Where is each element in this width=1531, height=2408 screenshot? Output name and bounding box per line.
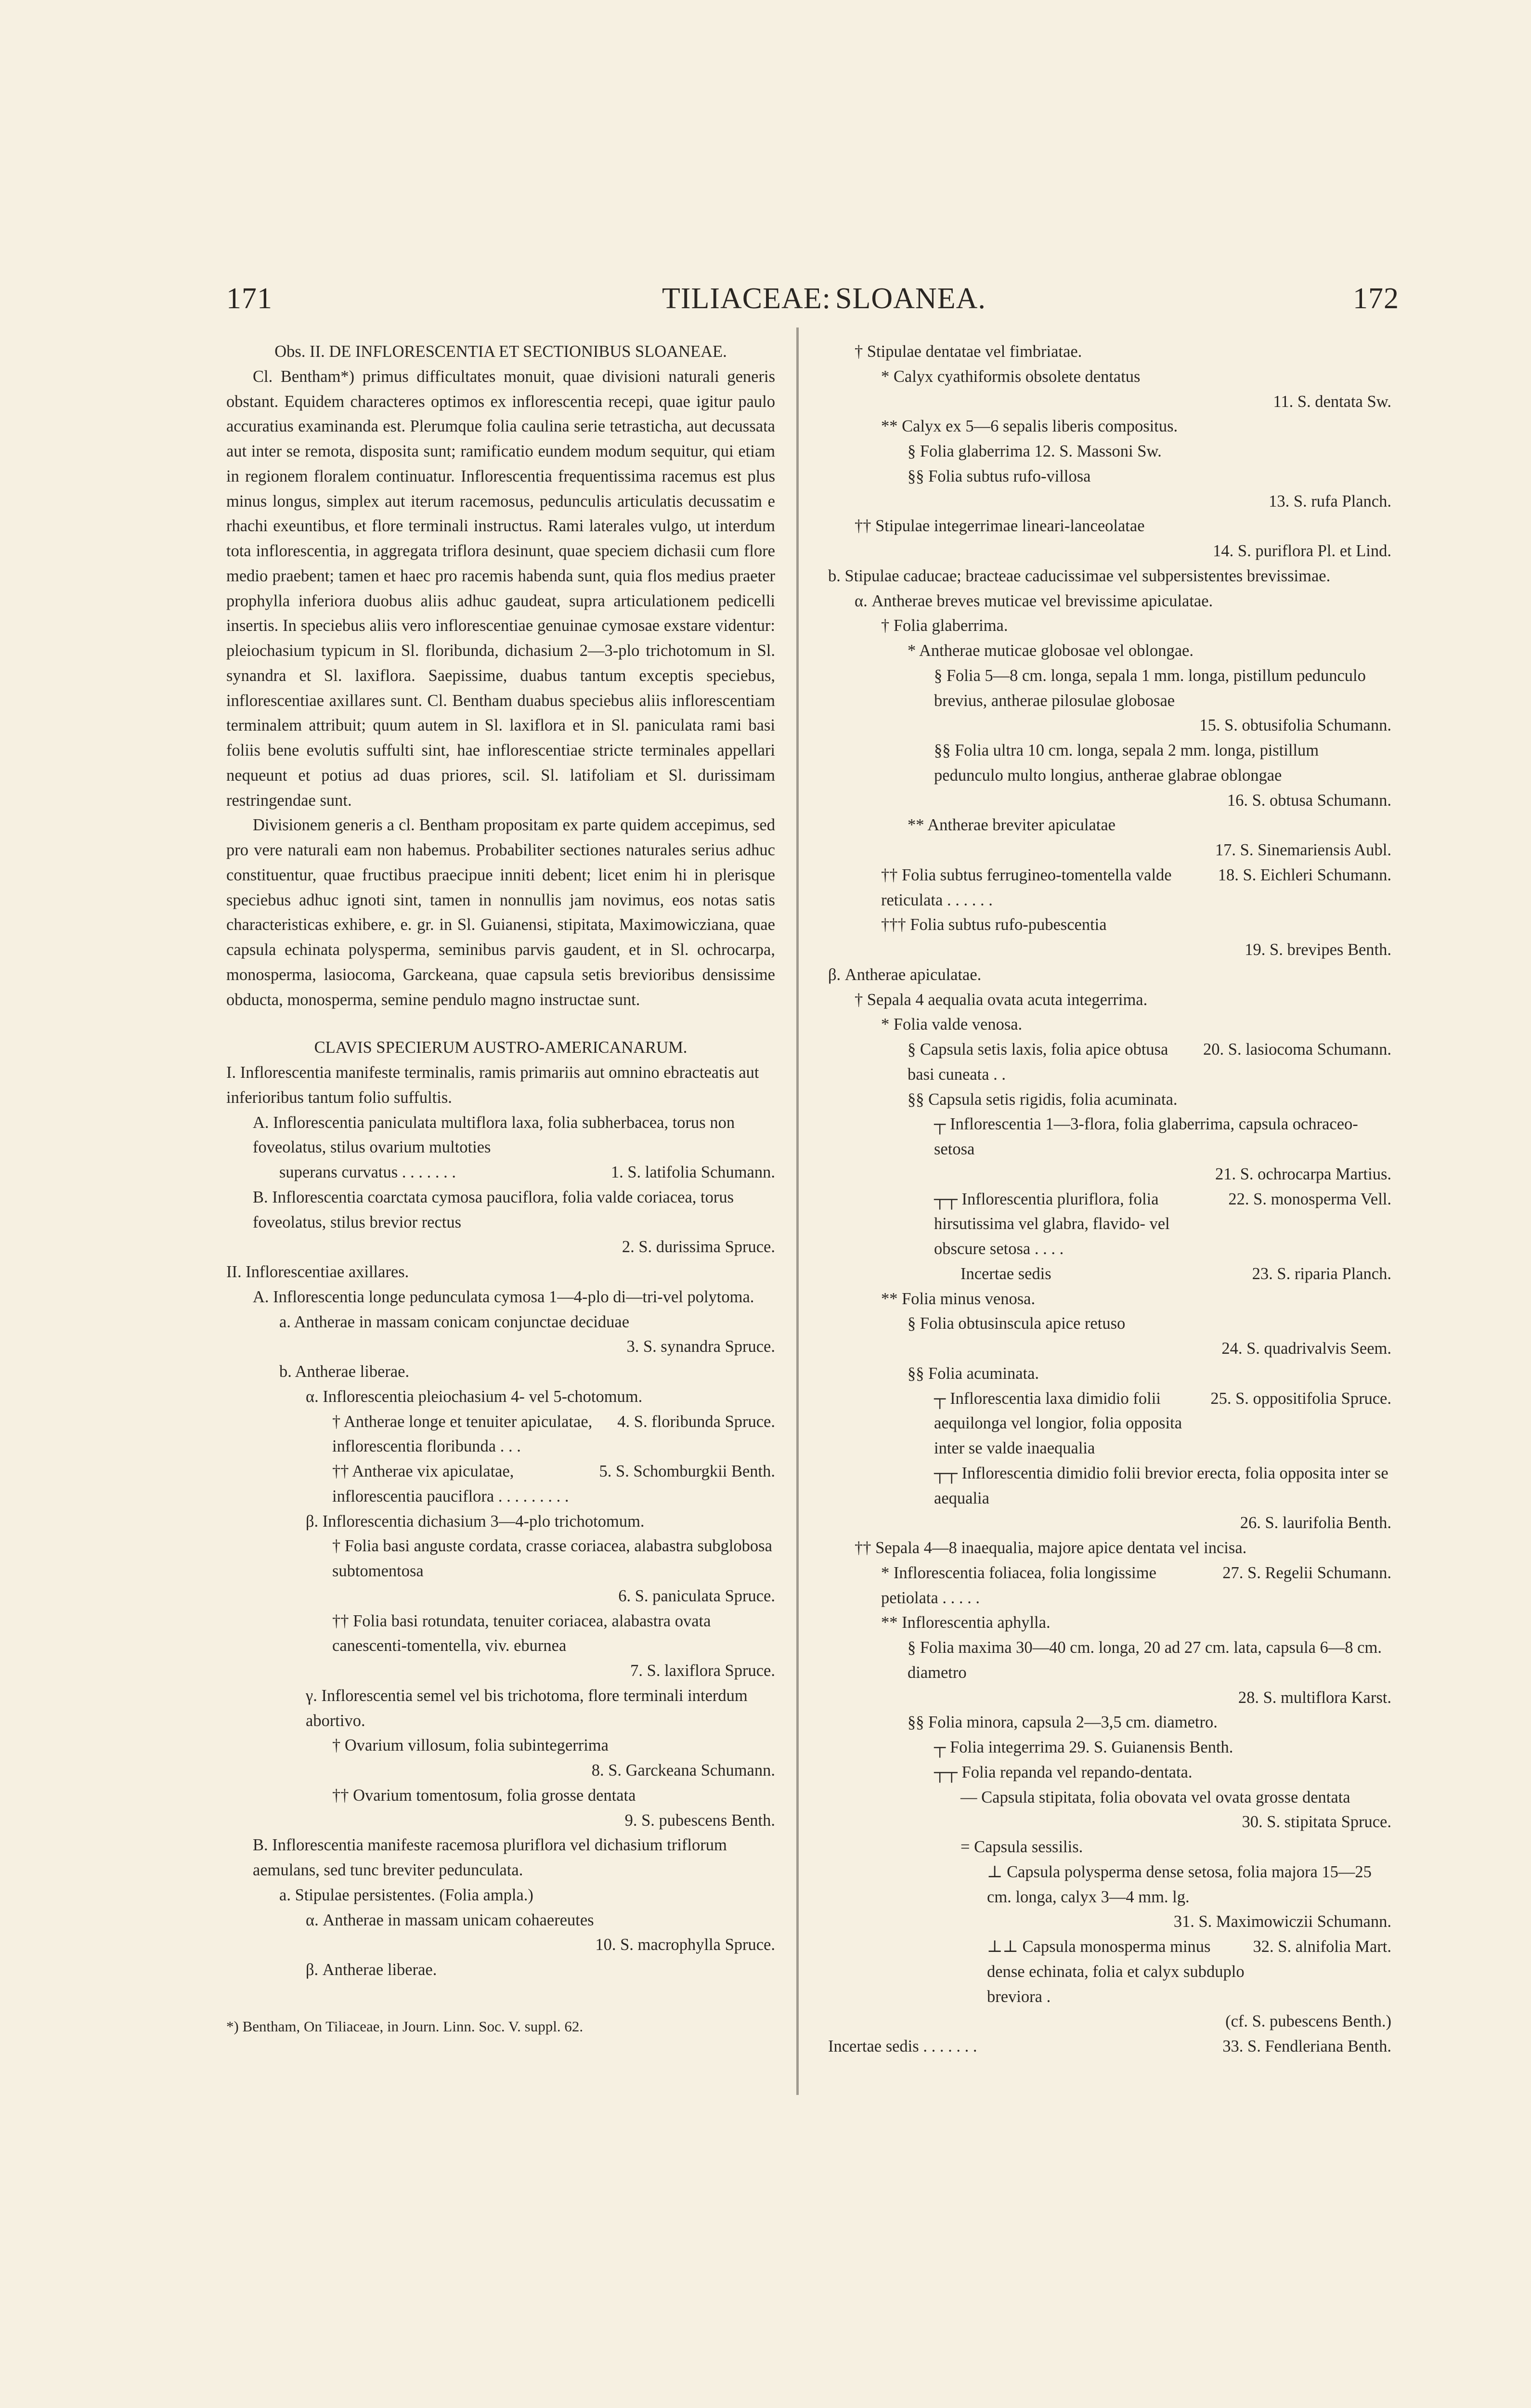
species-name: 22. S. monosperma Vell. [1228,1190,1391,1208]
key-line [226,1783,775,1808]
key-line [828,1387,1391,1461]
key-line-text: ** Calyx ex 5—6 sepalis liberis compositus. [881,417,1178,436]
spacer [226,1012,775,1035]
key-line [828,1361,1391,1387]
key-line-text: § Folia obtusinscula apice retuso [908,1314,1126,1333]
key-line-text: §§ Folia subtus rufo-villosa [908,467,1091,485]
species-name: 11. S. dentata Sw. [1273,392,1391,411]
key-line-text: B. Inflorescentia coarctata cymosa pauciflora, folia valde coriacea, torus foveolatus, stilus brevior rectus [253,1188,734,1231]
paragraph-1: Cl. Bentham*) primus difficultates monuit, quae divisioni naturali generis obstant. Equidem characteres optimos ex inflorescentia recepi, quae igitur paulo accuratius examinanda est. Plerumque folia caulina serie tetrasticha, aut decussata aut inter se remota, disposita sunt; ramificatio eundem modum sequitur, qui etiam in regionem floralem continuatur. Inflorescentia frequentissima racemus est plus minus longus, simplex aut iterum racemosus, pedunculis articulatis decussatim e rhachi exeuntibus, et flore terminali instructus. Rami laterales vulgo, ut interdum tota inflorescentia, in aggregata triflora desinunt, quae speciem dichasii cum flore medio praebent; tamen et haec pro racemis habenda sunt, quia flos medius praeter prophylla inferiora duobus aliis adhuc gaudeat, supra articulationem pedicelli insertis. In speciebus aliis vero inflorescentiae genuinae cymosae exstare videntur: pleiochasium typicum in Sl. floribunda, dichasium 2—3-plo trichotomum in Sl. synandra et Sl. laxiflora. Saepissime, duabus tantum exceptis speciebus, inflorescentiae axillares sunt. Cl. Bentham duabus speciebus aliis inflorescentiam terminalem attribuit; quum autem in Sl. laxiflora et in Sl. paniculata rami basi foliis bene evolutis suffulti sint, hae inflorescentiae stricte terminales appellari nequeunt et potius ad duas priores, scil. Sl. latifoliam et Sl. durissimam restringendae sunt. [226,367,775,810]
key-line [828,1710,1391,1735]
key-line [828,1461,1391,1511]
key-line-text: † Folia basi anguste cordata, crasse coriacea, alabastra subglobosa subtomentosa [332,1537,772,1580]
key-line [828,988,1391,1013]
species-name: 18. S. Eichleri Schumann. [1218,865,1391,884]
key-line-text: §§ Folia acuminata. [908,1364,1039,1383]
species-name: 14. S. puriflora Pl. et Lind. [1213,542,1391,560]
key-line [226,1908,775,1933]
key-line-text: α. Antherae in massam unicam cohaereutes [306,1911,594,1929]
key-line [828,1037,1391,1087]
species-name: 27. S. Regelii Schumann. [1222,1563,1391,1582]
key-line [828,1336,1391,1361]
key-line-text: † Stipulae dentatae vel fimbriatae. [855,342,1082,361]
species-name: 10. S. macrophylla Spruce. [595,1936,775,1954]
key-line-text: ** Inflorescentia aphylla. [881,1613,1051,1632]
key-line [828,813,1391,838]
species-name: 15. S. obtusifolia Schumann. [1199,716,1391,735]
key-line [226,1185,775,1235]
key-line-text: ⊥⊥ Capsula monosperma minus dense echinata, folia et calyx subduplo breviora . [987,1937,1245,2006]
species-name: 8. S. Garckeana Schumann. [591,1761,775,1780]
key-line [828,1636,1391,1686]
key-line [828,2009,1391,2034]
key-line-text: ††† Folia subtus rufo-pubescentia [881,916,1107,934]
key-line [828,1935,1391,2009]
key-line-text: * Folia valde venosa. [881,1015,1023,1034]
footnote: *) Bentham, On Tiliaceae, in Journ. Linn. Soc. V. suppl. 62. [226,2017,584,2035]
key-line [226,1609,775,1659]
key-line-text: Incertae sedis [960,1264,1051,1283]
key-line [828,838,1391,863]
key-line-text: ┬ Inflorescentia laxa dimidio folii aequilonga vel longior, folia opposita inter se valde inaequalia [934,1389,1182,1457]
key-line-text: * Antherae muticae globosae vel oblongae. [908,641,1194,660]
key-line [828,1536,1391,1561]
key-line [828,1287,1391,1312]
species-name: 25. S. oppositifolia Spruce. [1210,1389,1391,1408]
key-line-text: †† Folia subtus ferrugineo-tomentella valde reticulata . . . . . . [881,865,1172,909]
key-line-text: II. Inflorescentiae axillares. [226,1263,409,1281]
key-line [828,489,1391,514]
key-line [828,589,1391,614]
key-line-text: † Sepala 4 aequalia ovata acuta integerrima. [855,990,1148,1009]
key-line [828,564,1391,589]
key-line [828,913,1391,938]
key-line-text: †† Sepala 4—8 inaequalia, majore apice dentata vel incisa. [855,1539,1247,1557]
key-line [828,1686,1391,1711]
key-line [828,1785,1391,1810]
species-name: 6. S. paniculata Spruce. [618,1586,775,1605]
key-line [828,738,1391,788]
running-title-2: SLOANEA. [835,282,986,315]
key-line [828,639,1391,664]
key-line [828,1262,1391,1287]
key-line-text: ** Antherae breviter apiculatae [908,816,1116,835]
key-line-text: § Capsula setis laxis, folia apice obtusa basi cuneata . . [908,1040,1168,1084]
key-line [828,614,1391,639]
key-lines-left [226,1060,775,1983]
key-line [828,863,1391,913]
key-line [828,938,1391,963]
left-column [226,340,775,2038]
species-name: 7. S. laxiflora Spruce. [630,1662,775,1680]
left-page-number: 171 [226,282,272,315]
obs-title: Obs. II. DE INFLORESCENTIA ET SECTIONIBUS SLOANEAE. [274,342,727,361]
key-line [828,365,1391,390]
key-line-text: A. Inflorescentia longe pedunculata cymosa 1—4-plo di—tri-vel polytoma. [253,1287,754,1306]
key-line [828,1835,1391,1860]
key-line-text: α. Inflorescentia pleiochasium 4- vel 5-chotomum. [306,1387,643,1406]
key-line-text: ┬ Folia integerrima 29. S. Guianensis Benth. [934,1738,1233,1756]
key-line-text: b. Antherae liberae. [279,1362,410,1381]
clavis-title: CLAVIS SPECIERUM AUSTRO-AMERICANARUM. [314,1038,688,1057]
key-line [828,2034,1391,2059]
species-name: 5. S. Schomburgkii Benth. [599,1462,775,1480]
key-line [226,1060,775,1111]
key-line [226,1758,775,1783]
species-name: 13. S. rufa Planch. [1269,492,1391,510]
species-name: 16. S. obtusa Schumann. [1227,791,1391,810]
running-title: TILIACEAE: [662,282,831,315]
key-line-text: a. Stipulae persistentes. (Folia ampla.) [279,1885,533,1904]
key-line-text: superans curvatus . . . . . . . [279,1163,456,1181]
key-line-text: § Folia maxima 30—40 cm. longa, 20 ad 27 cm. lata, capsula 6—8 cm. diametro [908,1638,1382,1682]
key-line [226,1659,775,1684]
species-name: 21. S. ochrocarpa Martius. [1215,1165,1391,1183]
species-name: 33. S. Fendleriana Benth. [1222,2037,1391,2055]
key-line [828,1910,1391,1935]
species-name: 32. S. alnifolia Mart. [1253,1937,1391,1956]
key-line [828,1187,1391,1262]
key-line-text: β. Inflorescentia dichasium 3—4-plo trichotomum. [306,1512,645,1531]
key-line [226,1385,775,1410]
key-line-text: ⊥ Capsula polysperma dense setosa, folia majora 15—25 cm. longa, calyx 3—4 mm. lg. [987,1862,1372,1906]
key-line [226,1160,775,1185]
species-name: 26. S. laurifolia Benth. [1240,1514,1391,1532]
species-name: (cf. S. pubescens Benth.) [1225,2012,1391,2031]
key-line [828,1561,1391,1611]
key-line-text: † Ovarium villosum, folia subintegerrima [332,1736,609,1755]
key-line [828,340,1391,365]
right-column [828,340,1391,2059]
key-line-text: ┬┬ Folia repanda vel repando-dentata. [934,1763,1193,1781]
key-line [226,1584,775,1609]
key-line [828,439,1391,464]
key-line-text: † Folia glaberrima. [881,616,1008,635]
key-line [828,1735,1391,1760]
key-line [828,788,1391,813]
species-name: 23. S. riparia Planch. [1252,1264,1391,1283]
species-name: 28. S. multiflora Karst. [1238,1688,1391,1707]
key-line [226,1509,775,1534]
key-line-text: †† Ovarium tomentosum, folia grosse dentata [332,1786,636,1805]
key-line [226,1808,775,1833]
key-line-text: ┬┬ Inflorescentia pluriflora, folia hirsutissima vel glabra, flavido- vel obscure setosa . . . . [934,1190,1170,1258]
key-line-text: α. Antherae breves muticae vel brevissime apiculatae. [855,591,1213,610]
key-line [828,390,1391,415]
species-name: 2. S. durissima Spruce. [622,1238,775,1256]
species-name: 1. S. latifolia Schumann. [610,1163,775,1181]
key-line [226,1335,775,1360]
key-line-text: γ. Inflorescentia semel vel bis trichotoma, flore terminali interdum abortivo. [306,1686,748,1730]
species-name: 24. S. quadrivalvis Seem. [1221,1339,1391,1358]
key-line-text: ** Folia minus venosa. [881,1289,1036,1308]
key-line [226,1459,775,1509]
key-line-text: Incertae sedis . . . . . . . [828,2037,977,2055]
key-line [226,1684,775,1734]
key-line [226,1360,775,1385]
key-line-text: † Antherae longe et tenuiter apiculatae, inflorescentia floribunda . . . [332,1412,593,1456]
key-line [828,1311,1391,1336]
key-line-text: β. Antherae liberae. [306,1961,437,1979]
key-line [828,539,1391,564]
key-line-text: §§ Capsula setis rigidis, folia acuminata. [908,1090,1178,1109]
key-line-text: §§ Folia ultra 10 cm. longa, sepala 2 mm. longa, pistillum pedunculo multo longius, antherae glabrae oblongae [934,741,1319,785]
key-line [226,1310,775,1335]
key-line [226,1235,775,1260]
key-line [828,1511,1391,1536]
key-line [226,1410,775,1460]
spacer [226,1983,775,2006]
key-line-text: § Folia 5—8 cm. longa, sepala 1 mm. longa, pistillum pedunculo brevius, antherae pilosulae globosae [934,666,1366,710]
key-line [226,1933,775,1958]
key-line-text: †† Folia basi rotundata, tenuiter coriacea, alabastra ovata canescenti-tomentella, viv. eburnea [332,1611,711,1655]
key-line-text: †† Stipulae integerrimae lineari-lanceolatae [855,517,1145,536]
species-name: 31. S. Maximowiczii Schumann. [1173,1912,1391,1931]
key-line [828,1162,1391,1187]
species-name: 30. S. stipitata Spruce. [1242,1813,1391,1832]
species-name: 19. S. brevipes Benth. [1245,941,1391,959]
key-line [226,1260,775,1285]
key-line [828,464,1391,489]
key-line [226,1883,775,1908]
key-line [226,1733,775,1758]
key-line-text: A. Inflorescentia paniculata multiflora laxa, folia subherbacea, torus non foveolatus, stilus ovarium multoties [253,1113,735,1157]
key-lines-right [828,340,1391,2059]
key-line [828,1112,1391,1162]
key-line-text: B. Inflorescentia manifeste racemosa pluriflora vel dichasium triflorum aemulans, sed tunc breviter pedunculata. [253,1836,727,1879]
key-line-text: ┬┬ Inflorescentia dimidio folii brevior erecta, folia opposita inter se aequalia [934,1464,1388,1507]
key-line-text: = Capsula sessilis. [960,1838,1083,1856]
species-name: 17. S. Sinemariensis Aubl. [1215,841,1391,859]
column-divider [796,327,799,2095]
key-line [828,1860,1391,1910]
key-line-text: * Calyx cyathiformis obsolete dentatus [881,367,1141,386]
key-line [226,1833,775,1883]
paragraph-2: Divisionem generis a cl. Bentham propositam ex parte quidem accepimus, sed pro vere naturali eam non habemus. Probabiliter sectiones naturales serius adhuc constituentur, quae fructibus praecipue inniti debent; licet enim hi in plerisque speciebus adhuc ignoti sint, tamen in nonnullis jam novimus, eos notas satis characteristicas exhibere, e. gr. in Sl. Guianensi, stipitata, Maximowicziana, quae capsula echinata polysperma, seminibus parvis gaudent, et in Sl. ochrocarpa, monosperma, lasiocoma, Garckeana, quae capsula setis brevioribus densissime obducta, monosperma, semine pendulo magno instructae sunt. [226,816,775,1009]
key-line-text: I. Inflorescentia manifeste terminalis, ramis primariis aut omnino ebracteatis aut inferioribus tantum folio suffultis. [226,1063,759,1107]
key-line-text: b. Stipulae caducae; bracteae caducissimae vel subpersistentes brevissimae. [828,566,1331,585]
key-line [226,1534,775,1584]
species-name: 4. S. floribunda Spruce. [617,1412,775,1431]
key-line [828,1760,1391,1785]
species-name: 3. S. synandra Spruce. [626,1337,775,1356]
key-line-text: β. Antherae apiculatae. [828,965,982,984]
key-line [828,963,1391,988]
key-line-text: ┬ Inflorescentia 1—3-flora, folia glaberrima, capsula ochraceo-setosa [934,1115,1358,1158]
key-line [828,1810,1391,1835]
key-line [828,1610,1391,1636]
key-line [226,1111,775,1161]
key-line-text: §§ Folia minora, capsula 2—3,5 cm. diametro. [908,1713,1218,1732]
species-name: 20. S. lasiocoma Schumann. [1203,1040,1391,1059]
key-line [226,1285,775,1310]
key-line-text: a. Antherae in massam conicam conjunctae deciduae [279,1312,630,1331]
right-page-number: 172 [1353,282,1399,315]
key-line [828,414,1391,439]
key-line [828,664,1391,714]
key-line-text: †† Antherae vix apiculatae, inflorescentia pauciflora . . . . . . . . . [332,1462,569,1505]
key-line-text: — Capsula stipitata, folia obovata vel ovata grosse dentata [960,1788,1350,1806]
key-line-text: § Folia glaberrima 12. S. Massoni Sw. [908,442,1162,460]
key-line-text: * Inflorescentia foliacea, folia longissime petiolata . . . . . [881,1563,1156,1607]
key-line [828,1087,1391,1112]
key-line [828,1012,1391,1037]
key-line [828,713,1391,738]
species-name: 9. S. pubescens Benth. [624,1811,775,1830]
key-line [226,1958,775,1983]
key-line [828,514,1391,539]
